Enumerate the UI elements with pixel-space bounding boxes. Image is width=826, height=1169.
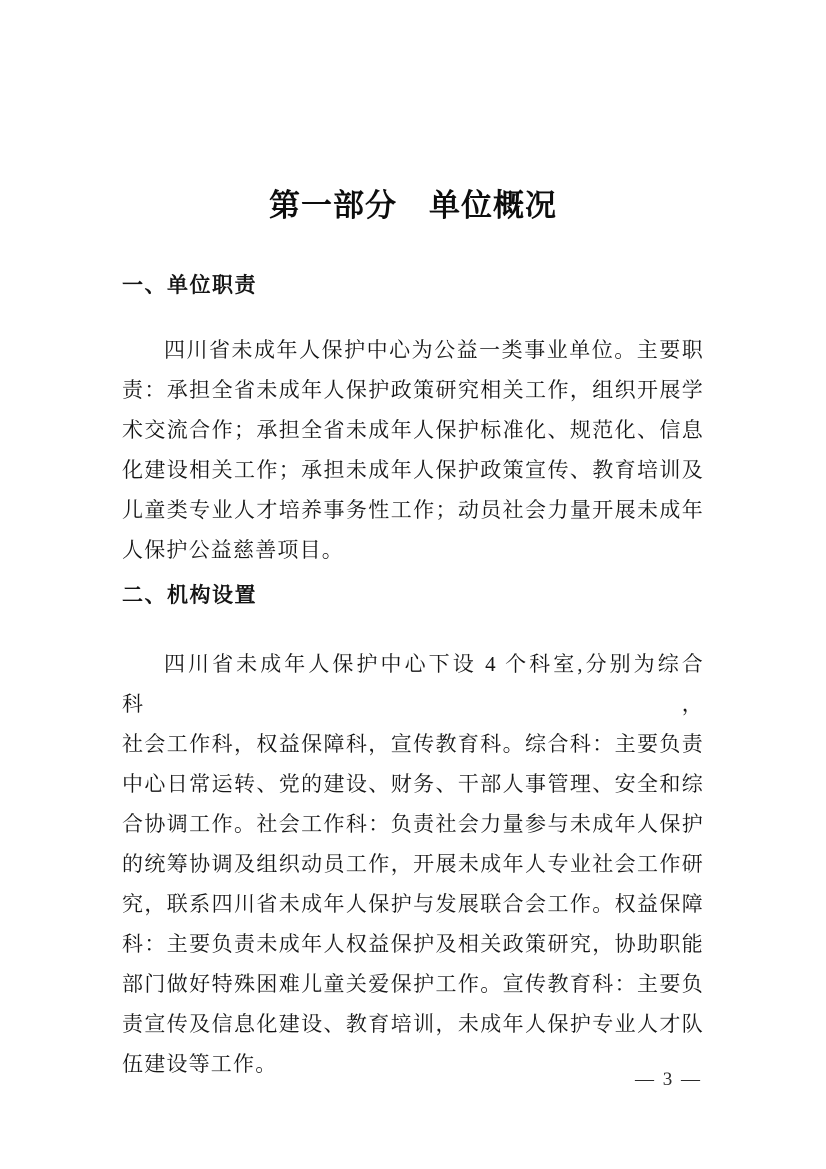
section-heading-org-structure: 二、机构设置 <box>122 584 257 607</box>
section-unit-duties <box>122 272 704 570</box>
text-line: 责宣传及信息化建设、教育培训，未成年人保护专业人才队 <box>122 1012 704 1036</box>
text-line: 化建设相关工作；承担未成年人保护政策宣传、教育培训及 <box>122 458 704 482</box>
text-line: 科：主要负责未成年人权益保护及相关政策研究，协助职能 <box>122 932 704 956</box>
text-line: 社会工作科，权益保障科，宣传教育科。综合科：主要负责 <box>122 732 704 756</box>
text-line: 合协调工作。社会工作科：负责社会力量参与未成年人保护 <box>122 812 704 836</box>
section-body-org-structure <box>122 644 704 1084</box>
text-line: 四川省未成年人保护中心为公益一类事业单位。主要职 <box>164 338 704 362</box>
text-line: 中心日常运转、党的建设、财务、干部人事管理、安全和综 <box>122 772 704 796</box>
section-heading-unit-duties: 一、单位职责 <box>122 274 257 297</box>
text-line: 伍建设等工作。 <box>122 1052 278 1076</box>
text-line: 人保护公益慈善项目。 <box>122 538 344 562</box>
text-line: 部门做好特殊困难儿童关爱保护工作。宣传教育科：主要负 <box>122 972 704 996</box>
section-body-unit-duties <box>122 330 704 570</box>
text-line: 责：承担全省未成年人保护政策研究相关工作，组织开展学 <box>122 378 704 402</box>
text-line: 究，联系四川省未成年人保护与发展联合会工作。权益保障 <box>122 892 704 916</box>
section-org-structure <box>122 582 704 1084</box>
page-title: 第一部分 单位概况 <box>269 188 557 223</box>
text-line: 的统筹协调及组织动员工作，开展未成年人专业社会工作研 <box>122 852 704 876</box>
page-number: — 3 — <box>635 1069 702 1090</box>
text-line: 儿童类专业人才培养事务性工作；动员社会力量开展未成年 <box>122 498 704 522</box>
text-line: 四川省未成年人保护中心下设 4 个科室,分别为综合科， <box>122 652 704 716</box>
text-line: 术交流合作；承担全省未成年人保护标准化、规范化、信息 <box>122 418 704 442</box>
